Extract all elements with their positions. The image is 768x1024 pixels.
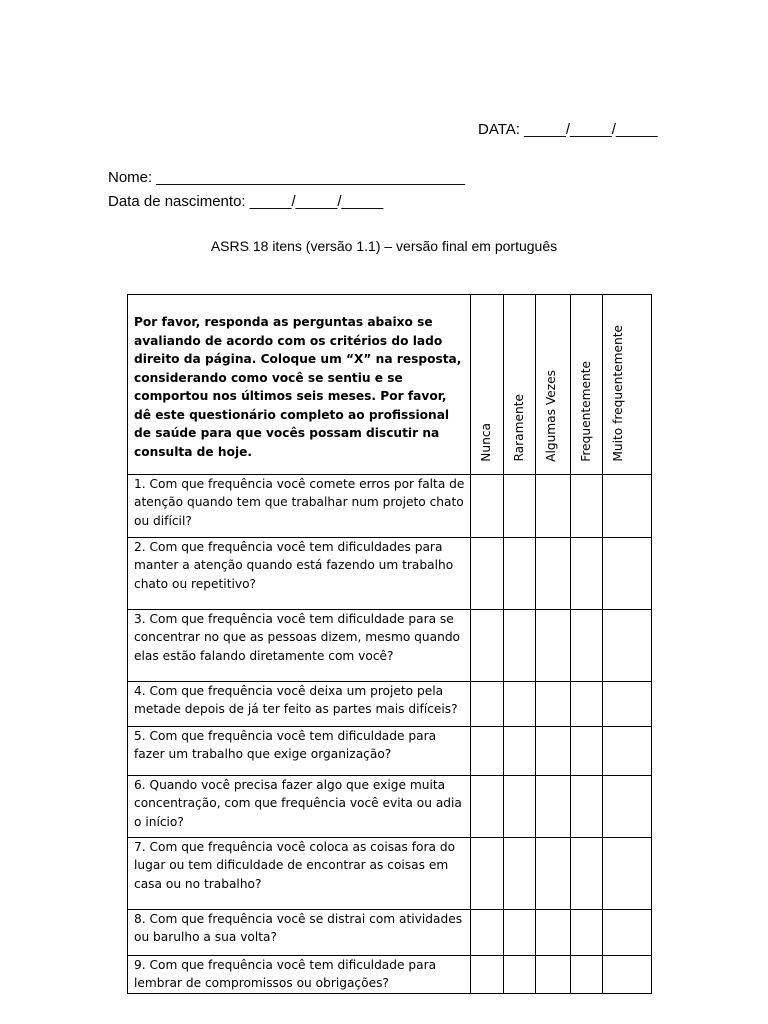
- answer-cell-algumas-vezes[interactable]: [536, 910, 570, 956]
- answer-cell-nunca[interactable]: [470, 956, 503, 994]
- question-row: [128, 610, 652, 682]
- column-header-muito-frequentemente: [602, 295, 651, 475]
- question-row: [128, 682, 652, 727]
- answer-cell-muito-frequentemente[interactable]: [602, 682, 651, 727]
- answer-cell-raramente[interactable]: [504, 475, 536, 538]
- column-header-label: Nunca: [478, 423, 493, 462]
- answer-cell-nunca[interactable]: [470, 538, 503, 610]
- answer-cell-muito-frequentemente[interactable]: [602, 910, 651, 956]
- question-text: 4. Com que frequência você deixa um projeto pela metade depois de já ter feito as partes mais difíceis?: [128, 682, 471, 727]
- answer-cell-nunca[interactable]: [470, 776, 503, 838]
- answer-cell-muito-frequentemente[interactable]: [602, 538, 651, 610]
- name-field-line[interactable]: Nome: _____________________________________: [108, 169, 466, 186]
- question-row: [128, 910, 652, 956]
- answer-cell-raramente[interactable]: [504, 910, 536, 956]
- answer-cell-frequentemente[interactable]: [570, 727, 602, 776]
- question-text: 6. Quando você precisa fazer algo que exige muita concentração, com que frequência você evita ou adia o início?: [128, 776, 471, 838]
- answer-cell-algumas-vezes[interactable]: [536, 682, 570, 727]
- answer-cell-muito-frequentemente[interactable]: [602, 956, 651, 994]
- column-header-raramente: [504, 295, 536, 475]
- question-row: [128, 838, 652, 910]
- document-title: ASRS 18 itens (versão 1.1) – versão final em português: [210, 238, 558, 254]
- column-header-algumas-vezes: [536, 295, 570, 475]
- answer-cell-muito-frequentemente[interactable]: [602, 838, 651, 910]
- answer-cell-frequentemente[interactable]: [570, 776, 602, 838]
- question-text: 5. Com que frequência você tem dificuldade para fazer um trabalho que exige organização?: [128, 727, 471, 776]
- answer-cell-nunca[interactable]: [470, 682, 503, 727]
- column-header-label: Raramente: [512, 394, 527, 462]
- answer-cell-frequentemente[interactable]: [570, 910, 602, 956]
- answer-cell-raramente[interactable]: [504, 682, 536, 727]
- question-row: [128, 956, 652, 994]
- column-header-nunca: [470, 295, 503, 475]
- answer-cell-raramente[interactable]: [504, 956, 536, 994]
- column-header-label: Algumas Vezes: [544, 370, 559, 462]
- answer-cell-raramente[interactable]: [504, 610, 536, 682]
- table-header-row: [128, 295, 652, 475]
- answer-cell-algumas-vezes[interactable]: [536, 475, 570, 538]
- answer-cell-algumas-vezes[interactable]: [536, 538, 570, 610]
- answer-cell-nunca[interactable]: [470, 727, 503, 776]
- answer-cell-frequentemente[interactable]: [570, 610, 602, 682]
- answer-cell-algumas-vezes[interactable]: [536, 776, 570, 838]
- answer-cell-nunca[interactable]: [470, 910, 503, 956]
- answer-cell-nunca[interactable]: [470, 610, 503, 682]
- column-header-frequentemente: [570, 295, 602, 475]
- date-field-line[interactable]: DATA: _____/_____/_____: [478, 121, 658, 138]
- column-header-label: Frequentemente: [578, 361, 593, 462]
- answer-cell-raramente[interactable]: [504, 838, 536, 910]
- column-header-label: Muito frequentemente: [610, 325, 625, 462]
- question-text: 9. Com que frequência você tem dificuldade para lembrar de compromissos ou obrigações?: [128, 956, 471, 994]
- answer-cell-frequentemente[interactable]: [570, 956, 602, 994]
- question-text: 7. Com que frequência você coloca as coisas fora do lugar ou tem dificuldade de encontrar as coisas em casa ou no trabalho?: [128, 838, 471, 910]
- question-row: [128, 475, 652, 538]
- answer-cell-frequentemente[interactable]: [570, 538, 602, 610]
- question-text: 1. Com que frequência você comete erros por falta de atenção quando tem que trabalhar num projeto chato ou difícil?: [128, 475, 471, 538]
- question-row: [128, 776, 652, 838]
- instructions-text: Por favor, responda as perguntas abaixo se avaliando de acordo com os critérios do lado direito da página. Coloque um “X” na resposta, considerando como você se sentiu e se comportou nos últimos seis meses. Por favor, dê este questionário completo ao profissional de saúde para que vocês possam discutir na consulta de hoje.: [128, 295, 471, 475]
- asrs-questionnaire-table: [127, 294, 652, 994]
- question-text: 8. Com que frequência você se distrai com atividades ou barulho a sua volta?: [128, 910, 471, 956]
- birthdate-field-line[interactable]: Data de nascimento: _____/_____/_____: [108, 193, 384, 210]
- answer-cell-frequentemente[interactable]: [570, 475, 602, 538]
- question-text: 2. Com que frequência você tem dificuldades para manter a atenção quando está fazendo um trabalho chato ou repetitivo?: [128, 538, 471, 610]
- answer-cell-frequentemente[interactable]: [570, 838, 602, 910]
- answer-cell-nunca[interactable]: [470, 475, 503, 538]
- answer-cell-raramente[interactable]: [504, 727, 536, 776]
- answer-cell-muito-frequentemente[interactable]: [602, 776, 651, 838]
- answer-cell-nunca[interactable]: [470, 838, 503, 910]
- question-row: [128, 538, 652, 610]
- answer-cell-raramente[interactable]: [504, 538, 536, 610]
- answer-cell-algumas-vezes[interactable]: [536, 956, 570, 994]
- answer-cell-raramente[interactable]: [504, 776, 536, 838]
- answer-cell-muito-frequentemente[interactable]: [602, 610, 651, 682]
- answer-cell-muito-frequentemente[interactable]: [602, 475, 651, 538]
- question-text: 3. Com que frequência você tem dificuldade para se concentrar no que as pessoas dizem, mesmo quando elas estão falando diretamente com você?: [128, 610, 471, 682]
- answer-cell-muito-frequentemente[interactable]: [602, 727, 651, 776]
- question-row: [128, 727, 652, 776]
- answer-cell-algumas-vezes[interactable]: [536, 838, 570, 910]
- answer-cell-algumas-vezes[interactable]: [536, 727, 570, 776]
- answer-cell-algumas-vezes[interactable]: [536, 610, 570, 682]
- answer-cell-frequentemente[interactable]: [570, 682, 602, 727]
